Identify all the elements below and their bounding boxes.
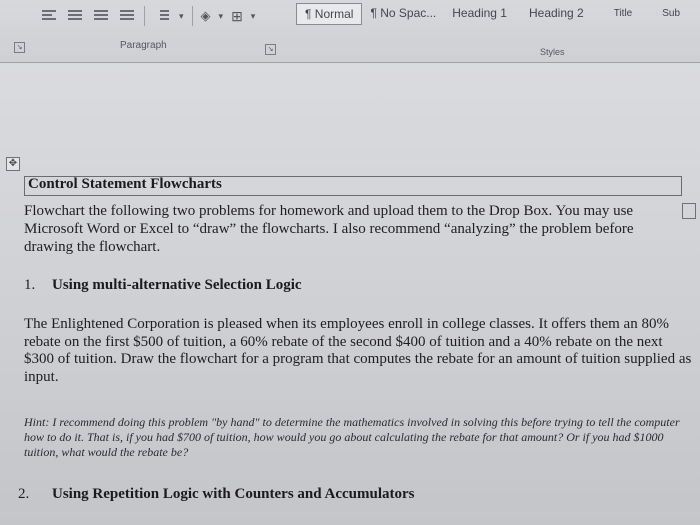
align-center-icon[interactable] <box>66 9 84 23</box>
list-number: 1. <box>24 277 36 293</box>
shading-icon[interactable]: ◈ <box>200 8 211 23</box>
justify-icon[interactable] <box>118 9 136 23</box>
font-dialog-launcher-icon[interactable]: ↘ <box>14 42 25 53</box>
chevron-down-icon[interactable]: ▾ <box>218 10 224 21</box>
hint-label: Hint: <box>24 415 50 429</box>
borders-icon[interactable]: ⊞ <box>231 7 243 24</box>
paragraph-tools <box>40 6 255 26</box>
paragraph-group-label: Paragraph <box>120 40 167 51</box>
chevron-down-icon[interactable]: ▾ <box>179 10 184 21</box>
table-move-handle-icon[interactable]: ✥ <box>6 157 20 171</box>
divider <box>144 6 145 26</box>
paragraph-dialog-launcher-icon[interactable]: ↘ <box>265 44 276 55</box>
chevron-down-icon[interactable]: ▾ <box>250 10 256 21</box>
intro-paragraph: Flowchart the following two problems for homework and upload them to the Drop Box. You may use Microsoft Word or Excel to “draw” the flowcharts. I also recommend “analyzing” the problem before drawing the flowchart. <box>24 203 634 255</box>
hint-paragraph <box>24 415 694 460</box>
problem-paragraph: The Enlightened Corporation is pleased when its employees enroll in college classes. It offers them an 80% rebate on the first $500 of tuition, a 60% rebate of the second $400 of tuition and a 40% rebate on the next $300 of tuition. Draw the flowchart for a program that computes the rebate for an amount of tuition supplied as input. <box>24 316 692 385</box>
style-normal[interactable]: ¶ Normal <box>296 3 362 25</box>
list-number: 2. <box>18 486 30 502</box>
table-resize-handle[interactable] <box>682 203 696 219</box>
align-right-icon[interactable] <box>92 9 110 23</box>
section-heading: Using multi-alternative Selection Logic <box>52 277 302 293</box>
style-no-spacing[interactable]: ¶ No Spac... <box>370 6 437 20</box>
styles-gallery <box>296 3 688 25</box>
hint-text: I recommend doing this problem "by hand" to determine the mathematics involved in solving this before trying to tell the computer how to do it. That is, if you had $700 of tuition, how would you go about calculating the rebate for that amount? Or if you had $1000 tuition, what would the rebate be? <box>24 415 680 459</box>
style-heading-2[interactable]: Heading 2 <box>528 6 584 20</box>
style-heading-1[interactable]: Heading 1 <box>452 6 507 20</box>
style-subtitle[interactable]: Sub <box>662 7 681 19</box>
section-heading: Using Repetition Logic with Counters and Accumulators <box>52 486 415 502</box>
styles-group-label: Styles <box>540 47 565 57</box>
line-spacing-icon[interactable] <box>153 9 171 23</box>
divider <box>192 6 193 26</box>
document-title: Control Statement Flowcharts <box>28 176 222 192</box>
ribbon <box>0 0 700 63</box>
align-left-icon[interactable] <box>40 9 58 23</box>
style-title[interactable]: Title <box>613 7 633 19</box>
